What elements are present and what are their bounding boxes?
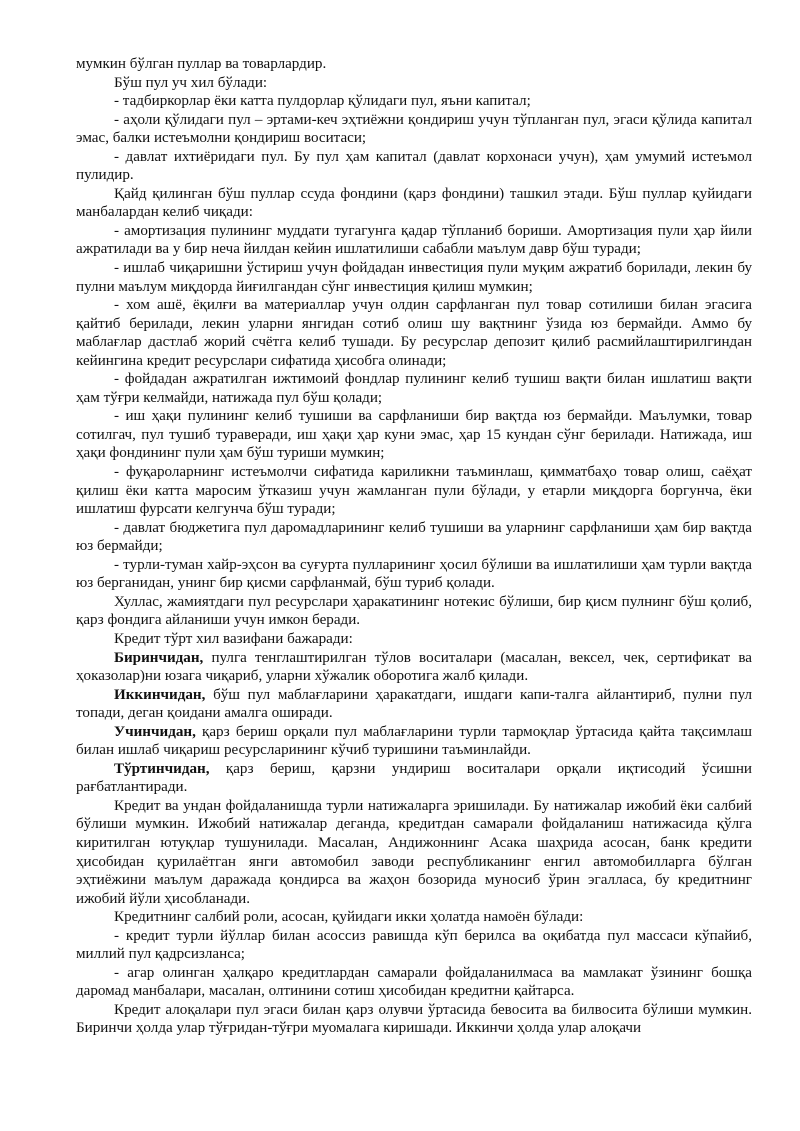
paragraph-lead: Тўртинчидан, (114, 760, 210, 777)
paragraph-text: Кредитнинг салбий роли, асосан, қуйидаги икки ҳолатда намоён бўлади: (114, 909, 584, 926)
paragraph-text: - амортизация пулининг муддати тугагунга қадар тўпланиб бориши. Амортизация пули ҳар йили ажратилади ва у бир неча йилдан кейин ишлатилиши сабабли маълум давр бўш туради; (76, 222, 752, 258)
paragraph-text: - аҳоли қўлидаги пул – эртами-кеч эҳтиёжни қондириш учун тўпланган пул, эгаси қўлида капитал эмас, балки истеъмолни қондириш воситаси; (76, 111, 752, 147)
paragraph (76, 222, 752, 259)
paragraph-text: Кредит тўрт хил вазифани бажаради: (114, 630, 353, 647)
paragraph-text: - агар олинган ҳалқаро кредитлардан самарали фойдаланилмаса ва мамлакат ўзининг бошқа даромад манбалари, масалан, олтинини сотиш ҳисобидан кредитни қайтарса. (76, 964, 752, 1000)
paragraph-text: қарз бериш, қарзни ундириш воситалари орқали иқтисодий ўсишни рағбатлантиради. (76, 760, 752, 796)
paragraph-text: Қайд қилинган бўш пуллар ссуда фондини (қарз фондини) ташкил этади. Бўш пуллар қуйидаги манбалардан келиб чиқади: (76, 185, 752, 221)
paragraph (76, 296, 752, 370)
paragraph-text: - хом ашё, ёқилғи ва материаллар учун олдин сарфланган пул товар сотилиши билан эгасига қайтиб берилади, лекин уларни янгидан сотиб олиш шу вақтнинг ўзида юз бермайди. Аммо бу маблағлар дастлаб жорий счётга келиб тушади. Бу ресурслар депозит қилиб расмийлаштирилгиндан кейингина кредит ресурслари сифатида ҳисобга олинади; (76, 297, 752, 369)
paragraph-text: пулга тенглаштирилган тўлов воситалари (масалан, вексел, чек, сертификат ва ҳоказолар)ни юзага чиқариб, уларни хўжалик оборотига жалб қилади. (76, 649, 752, 685)
paragraph (76, 407, 752, 463)
paragraph-lead: Иккинчидан, (114, 686, 206, 703)
paragraph-lead: Биринчидан, (114, 649, 204, 666)
paragraph-text: Кредит ва ундан фойдаланишда турли натижаларга эришилади. Бу натижалар ижобий ёки салбий бўлиши мумкин. Ижобий натижалар деганда, кредитдан самарали фойдаланиш натижасида қўлга киритилган ютуқлар тушунилади. Масалан, Андижоннинг Асака шаҳрида асосан, банк кредити ҳисобидан қурилаётган янги автомобил заводи республиканинг енгил автомобилларга бўлган эҳтиёжини маълум даражада қондирса ва жаҳон бозорида муносиб ўрин эгалласа, бу кредитнинг ижобий йўли ҳисобланади. (76, 797, 752, 907)
paragraph (76, 519, 752, 556)
paragraph (76, 55, 752, 74)
paragraph (76, 463, 752, 519)
paragraph (76, 927, 752, 964)
paragraph (76, 630, 752, 649)
paragraph-text: - фуқароларнинг истеъмолчи сифатида кариликни таъминлаш, қимматбаҳо товар олиш, саёҳат қилиш ёки катта маросим ўтказиш учун жамланган пули бўлади, у етарли миқдорга боргунча, ёки ишлатиш фурсати келгунча бўш туради; (76, 464, 752, 518)
paragraph (76, 686, 752, 723)
paragraph-text: - давлат бюджетига пул даромадларининг келиб тушиши ва уларнинг сарфланиши ҳам бир вақтда юз бермайди; (76, 519, 752, 555)
paragraph-lead: Учинчидан, (114, 723, 196, 740)
paragraph (76, 593, 752, 630)
paragraph (76, 259, 752, 296)
paragraph-text: - ишлаб чиқаришни ўстириш учун фойдадан инвестиция пули муқим ажратиб борилади, лекин бу пулни маълум миқдорда йиғилгандан сўнг инвестиция қилиш мумкин; (76, 260, 752, 295)
paragraph (76, 92, 752, 111)
paragraph (76, 908, 752, 927)
paragraph-text: Хуллас, жамиятдаги пул ресурслари ҳаракатининг нотекис бўлиши, бир қисм пулнинг бўш қолиб, қарз фондига айланиши учун имкон беради. (76, 593, 752, 629)
paragraph (76, 370, 752, 407)
paragraph-text: - турли-туман хайр-эҳсон ва суғурта пулларининг ҳосил бўлиши ва ишлатилиши ҳам турли вақтда юз берганидан, унинг бир қисми сарфланмай, бўш туриб қолади. (76, 556, 752, 592)
paragraph (76, 1001, 752, 1038)
paragraph (76, 649, 752, 686)
document-page (76, 55, 752, 1038)
paragraph (76, 797, 752, 908)
paragraph (76, 148, 752, 185)
paragraph-text: - кредит турли йўллар билан асоссиз равишда кўп берилса ва оқибатда пул массаси кўпайиб, миллий пул қадрсизланса; (76, 927, 752, 963)
paragraph-text: қарз бериш орқали пул маблағларини турли тармоқлар ўртасида қайта тақсимлаш билан ишлаб чиқариш ресурсларининг кўчиб туришини таъминлайди. (76, 723, 752, 759)
paragraph-text: Кредит алоқалари пул эгаси билан қарз олувчи ўртасида бевосита ва билвосита бўлиши мумкин. Биринчи ҳолда улар тўғридан-тўғри муомалага киришади. Иккинчи ҳолда улар алоқачи (76, 1001, 752, 1037)
paragraph (76, 760, 752, 797)
paragraph-text: - тадбиркорлар ёки катта пулдорлар қўлидаги пул, яъни капитал; (114, 93, 531, 110)
paragraph-text: - давлат ихтиёридаги пул. Бу пул ҳам капитал (давлат корхонаси учун), ҳам умумий истеъмол пулидир. (76, 148, 752, 184)
paragraph-text: - фойдадан ажратилган ижтимоий фондлар пулининг келиб тушиш вақти билан ишлатиш вақти ҳам тўғри келмайди, натижада пул бўш қолади; (76, 371, 752, 406)
paragraph (76, 964, 752, 1001)
paragraph-text: бўш пул маблағларини ҳаракатдаги, ишдаги капи-талга айлантириб, пулни пул топади, деган қоидани амалга оширади. (76, 686, 752, 722)
paragraph (76, 111, 752, 148)
paragraph (76, 723, 752, 760)
paragraph-text: мумкин бўлган пуллар ва товарлардир. (76, 56, 327, 72)
paragraph (76, 74, 752, 93)
paragraph (76, 185, 752, 222)
paragraph-text: Бўш пул уч хил бўлади: (114, 74, 268, 91)
paragraph-text: - иш ҳақи пулининг келиб тушиши ва сарфланиши бир вақтда юз бермайди. Маълумки, товар сотилгач, пул тушиб тураверади, иш ҳақи ҳар куни эмас, ҳар 15 кундан сўнг берилади. Натижада, иш ҳақи фондининг пули ҳам бўш туриши мумкин; (76, 408, 752, 462)
paragraph (76, 556, 752, 593)
